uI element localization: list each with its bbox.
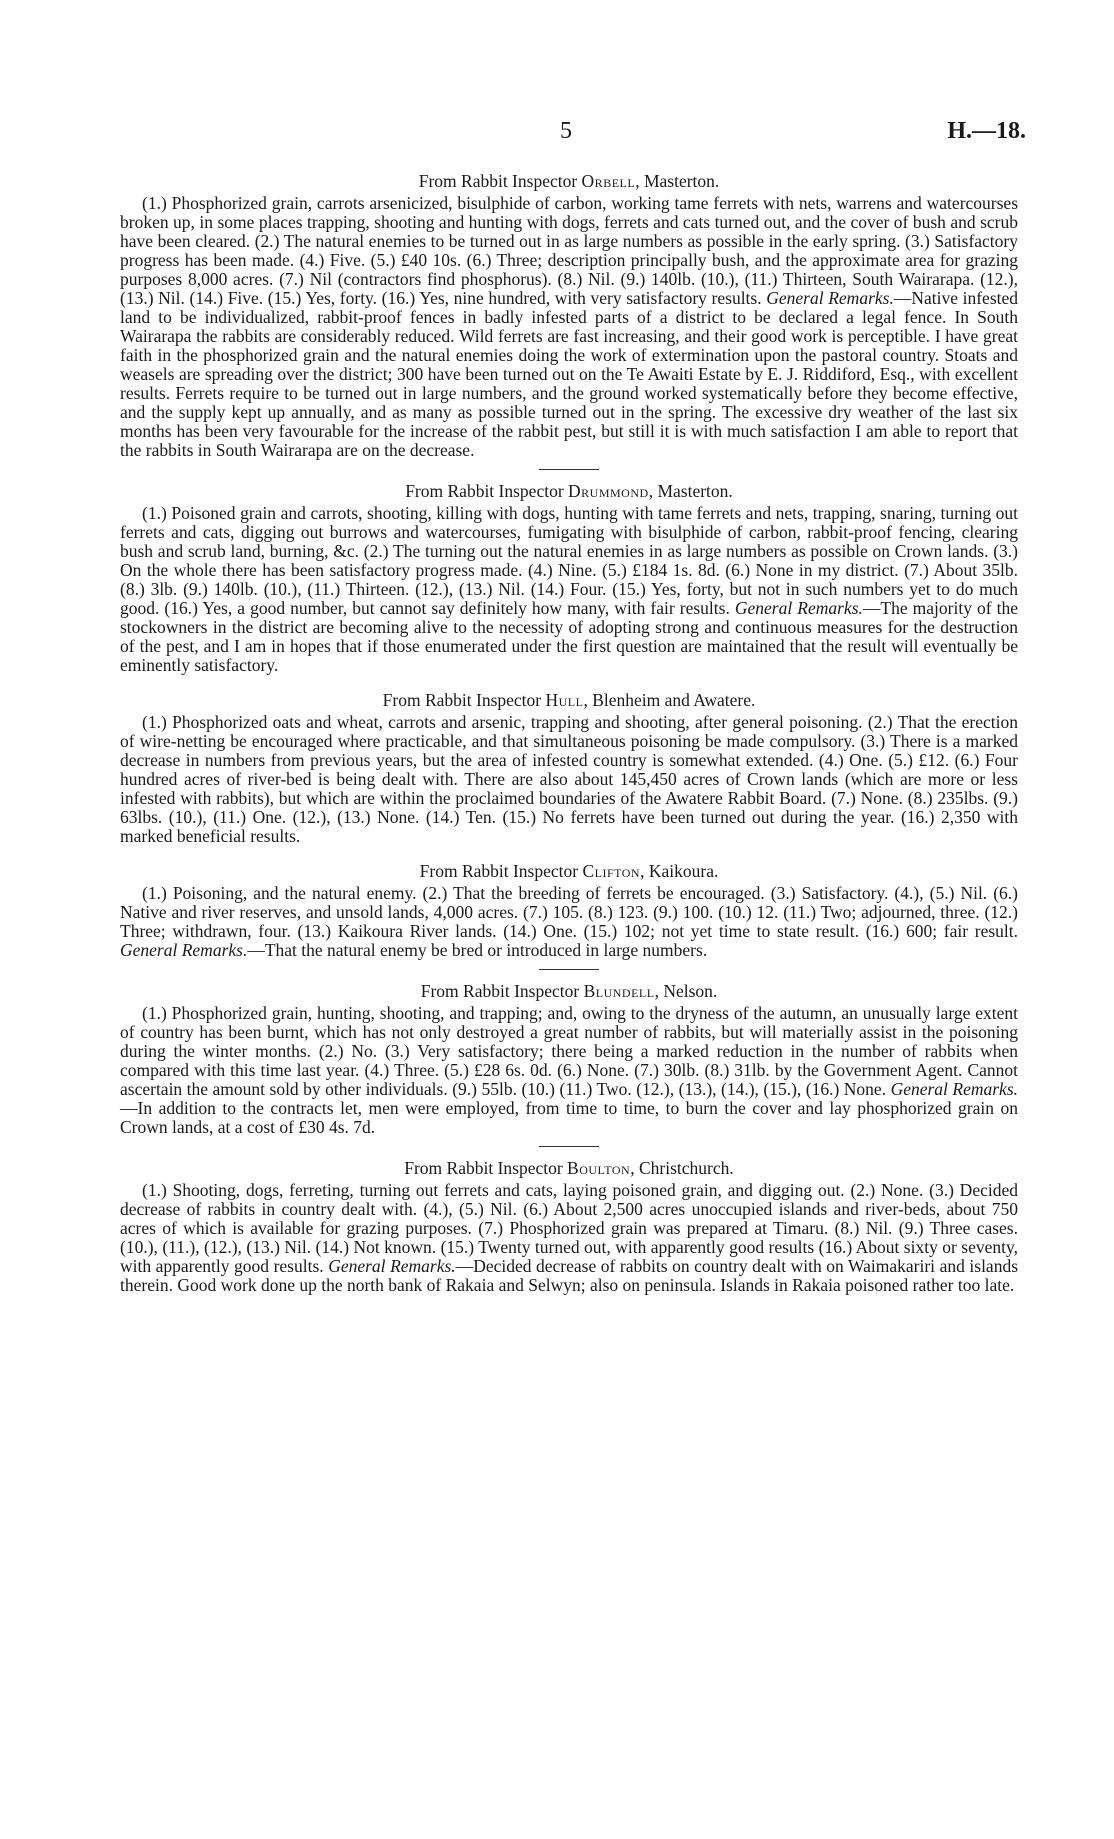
answers-text: (1.) Phosphorized grain, hunting, shooting, and trapping; and, owing to the dryness of the autumn, an unusually large extent of country has been burnt, which has not only destroyed a great number of rabbits, but will materially assist in the poisoning during the winter months. (2.) No. (3.) Very satisfactory; there being a marked reduction in the number of rabbits when compared with this time last year. (4.) Three. (5.) £28 6s. 0d. (6.) None. (7.) 30lb. (8.) 31lb. by the Government Agent. Cannot ascertain the amount sold by other individuals. (9.) 55lb. (10.) (11.) Two. (12.), (13.), (14.), (15.), (16.) None. [120,1003,1018,1099]
section-body [120,504,1018,675]
section-divider [539,1146,599,1147]
report-section-boulton [120,1157,1018,1295]
heading-location: , Blenheim and Awatere. [583,690,756,710]
heading-location: , Masterton. [648,481,733,501]
report-section-blundell [120,980,1018,1137]
heading-prefix: From Rabbit Inspector [420,981,584,1001]
inspector-name: Clifton [582,861,641,881]
section-body [120,884,1018,960]
section-heading [120,689,1018,711]
report-section-orbell [120,170,1018,460]
inspector-name: Drummond [568,481,649,501]
report-section-hull [120,689,1018,846]
heading-location: , Kaikoura. [640,861,719,881]
heading-location: , Nelson. [654,981,718,1001]
section-gap [120,675,1018,689]
heading-prefix: From Rabbit Inspector [404,1158,568,1178]
remarks-text: —The majority of the stockowners in the district are becoming alive to the necessity of adopting strong and continuous measures for the destruction of the pest, and I am in hopes that if those enumerated under the first question are maintained that the result will eventually be eminently satisfactory. [120,598,1019,675]
answers-text: (1.) Poisoning, and the natural enemy. (2.) That the breeding of ferrets be encouraged. (3.) Satisfactory. (4.), (5.) Nil. (6.) Native and river reserves, and unsold lands, 4,000 acres. (7.) 105. (8.) 123. (9.) 100. (10.) 12. (11.) Two; adjourned, three. (12.) Three; withdrawn, four. (13.) Kaikoura River lands. (14.) One. (15.) 102; not yet time to state result. (16.) 600; fair result. [120,883,1018,941]
heading-prefix: From Rabbit Inspector [418,171,582,191]
section-divider [539,469,599,470]
inspector-name: Orbell [581,171,636,191]
heading-prefix: From Rabbit Inspector [382,690,546,710]
remarks-text: —In addition to the contracts let, men were employed, from time to time, to burn the cover and lay phosphorized grain on Crown lands, at a cost of £30 4s. 7d. [120,1098,1018,1137]
section-heading [120,980,1018,1002]
remarks-label: General Remarks. [766,288,894,308]
section-body [120,713,1018,846]
inspector-name: Hull [545,690,584,710]
page-header [0,118,1114,148]
remarks-label: General Remarks. [890,1079,1018,1099]
inspector-name: Boulton [567,1158,631,1178]
remarks-text: —Decided decrease of rabbits on country dealt with on Waimakariri and islands therein. Good work done up the north bank of Rakaia and Selwyn; also on peninsula. Islands in Rakaia poisoned rather too late. [120,1256,1019,1295]
section-body [120,1181,1018,1295]
answers-text: (1.) Phosphorized oats and wheat, carrots and arsenic, trapping and shooting, after general poisoning. (2.) That the erection of wire-netting be encouraged where practicable, and that simultaneous poisoning be made compulsory. (3.) There is a marked decrease in numbers from previous years, but the area of infested country is somewhat extended. (4.) One. (5.) £12. (6.) Four hundred acres of river-bed is being dealt with. There are also about 145,450 acres of Crown lands (which are more or less infested with rabbits), but which are within the proclaimed boundaries of the Awatere Rabbit Board. (7.) None. (8.) 235lbs. (9.) 63lbs. (10.), (11.) One. (12.), (13.) None. (14.) Ten. (15.) No ferrets have been turned out during the year. (16.) 2,350 with marked beneficial results. [120,712,1018,846]
section-heading [120,170,1018,192]
section-heading [120,480,1018,502]
answers-text: (1.) Shooting, dogs, ferreting, turning out ferrets and cats, laying poisoned grain, and digging out. (2.) None. (3.) Decided decrease of rabbits in country dealt with. (4.), (5.) Nil. (6.) About 2,500 acres unoccupied islands and river-beds, about 750 acres of which is available for grazing purposes. (7.) Phosphorized grain was prepared at Timaru. (8.) Nil. (9.) Three cases. (10.), (11.), (12.), (13.) Nil. (14.) Not known. (15.) Twenty turned out, with apparently good results (16.) About sixty or seventy, with apparently good results. [120,1180,1018,1276]
heading-prefix: From Rabbit Inspector [419,861,583,881]
remarks-label: General Remarks. [734,598,863,618]
heading-location: , Masterton. [635,171,720,191]
heading-location: , Christchurch. [630,1158,734,1178]
section-body [120,194,1018,460]
heading-prefix: From Rabbit Inspector [405,481,569,501]
inspector-name: Blundell [583,981,655,1001]
section-body [120,1004,1018,1137]
section-heading [120,1157,1018,1179]
report-section-drummond [120,480,1018,675]
section-divider [539,969,599,970]
remarks-label: General Remarks. [120,940,248,960]
answers-text: (1.) Phosphorized grain, carrots arsenicized, bisulphide of carbon, working tame ferrets with nets, warrens and watercourses broken up, in some places trapping, shooting and hunting with dogs, ferrets and cats turned out, and the cover of bush and scrub have been cleared. (2.) The natural enemies to be turned out in as large numbers as possible in the early spring. (3.) Satisfactory progress has been made. (4.) Five. (5.) £40 10s. (6.) Three; description principally bush, and the approximate area for grazing purposes 8,000 acres. (7.) Nil (contractors find phosphorus). (8.) Nil. (9.) 140lb. (10.), (11.) Thirteen, South Wairarapa. (12.), (13.) Nil. (14.) Five. (15.) Yes, forty. (16.) Yes, nine hundred, with very satisfactory results. [120,193,1018,308]
remarks-text: —That the natural enemy be bred or introduced in large numbers. [247,940,708,960]
remarks-label: General Remarks. [328,1256,456,1276]
page-number: 5 [560,118,572,144]
document-reference: H.—18. [947,118,1026,144]
remarks-text: —Native infested land to be individualized, rabbit-proof fences in badly infested parts of a district to be declared a legal fence. In South Wairarapa the rabbits are considerably reduced. Wild ferrets are fast increasing, and their good work is perceptible. I have great faith in the phosphorized grain and the natural enemies doing the work of extermination upon the pastoral country. Stoats and weasels are spreading over the district; 300 have been turned out on the Te Awaiti Estate by E. J. Riddiford, Esq., with excellent results. Ferrets require to be turned out in large numbers, and the ground worked systematically before they become effective, and the supply kept up annually, and as many as possible turned out in the spring. The excessive dry weather of the last six months has been very favourable for the increase of the rabbit pest, but still it is with much satisfaction I am able to report that the rabbits in South Wairarapa are on the decrease. [120,288,1019,460]
answers-text: (1.) Poisoned grain and carrots, shooting, killing with dogs, hunting with tame ferrets and nets, trapping, snaring, turning out ferrets and cats, digging out burrows and watercourses, fumigating with bisulphide of carbon, rabbit-proof fencing, clearing bush and scrub land, burning, &c. (2.) The turning out the natural enemies in as large numbers as possible on Crown lands. (3.) On the whole there has been satisfactory progress made. (4.) Nine. (5.) £184 1s. 8d. (6.) None in my district. (7.) About 35lb. (8.) 3lb. (9.) 140lb. (10.), (11.) Thirteen. (12.), (13.) Nil. (14.) Four. (15.) Yes, forty, but not in such numbers yet to do much good. (16.) Yes, a good number, but cannot say definitely how many, with fair results. [120,503,1018,618]
report-section-clifton [120,860,1018,960]
report-content [120,170,1018,1295]
section-gap [120,846,1018,860]
section-heading [120,860,1018,882]
